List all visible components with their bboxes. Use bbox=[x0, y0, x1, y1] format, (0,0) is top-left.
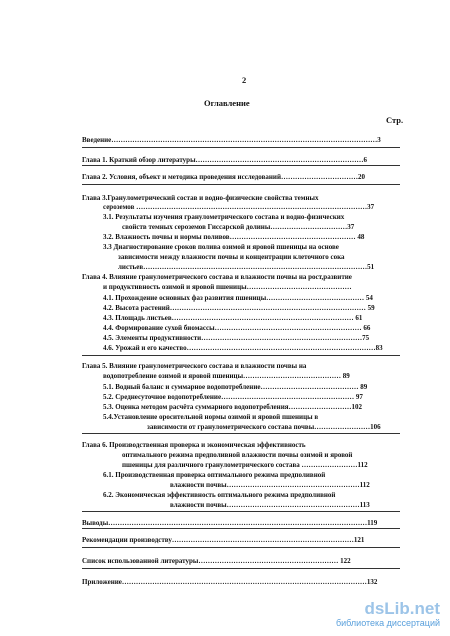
toc-entry: 4.5. Элементы продуктивности……………………………………………………………75 bbox=[103, 334, 370, 342]
toc-entry: свойств темных сероземов Гиссарской долины……………………………37 bbox=[122, 223, 355, 231]
toc-entry: 5.4.Установление оросительной нормы озимой и яровой пшеницы в bbox=[103, 413, 319, 421]
divider bbox=[82, 165, 400, 166]
toc-entry: зависимости от гранулометрического состава почвы……………………106 bbox=[147, 423, 381, 431]
divider bbox=[82, 511, 400, 512]
toc-entry: Глава 2. Условия, объект и методика проведения исследований……………………………20 bbox=[82, 173, 365, 181]
dslib-watermark bbox=[336, 600, 440, 628]
divider bbox=[82, 547, 400, 548]
toc-entry: и продуктивность озимой и яровой пшеницы……………………………………… bbox=[103, 283, 352, 291]
toc-entry: Глава 3.Гранулометрический состав и водно-физические свойства темных bbox=[82, 194, 319, 202]
toc-entry: 5.3. Оценка методом расчёта суммарного водопотребления………………………102 bbox=[103, 403, 363, 411]
toc-entry: 3.1. Результаты изучения гранулометрического состава и водно-физических bbox=[103, 213, 345, 221]
toc-entry: листьев……………………………………………………………………………………51 bbox=[118, 263, 375, 271]
toc-entry: Глава 4. Влияние гранулометрического состава и влажности почвы на рост,развитие bbox=[82, 273, 352, 281]
divider bbox=[82, 147, 400, 148]
toc-entry: Глава 5. Влияние гранулометрического состава и влажности почвы на bbox=[82, 362, 307, 370]
page-number: 2 bbox=[242, 75, 247, 85]
divider bbox=[82, 355, 400, 356]
toc-heading: Оглавление bbox=[204, 98, 250, 108]
toc-entry: 5.1. Водный баланс и суммарное водопотребление…………………………………… 89 bbox=[103, 383, 368, 391]
toc-entry: 4.4. Формирование сухой биомассы……………………………………………………… 66 bbox=[103, 324, 371, 332]
toc-entry: оптимального режима предполивной влажности почвы озимой и яровой bbox=[122, 451, 353, 459]
toc-entry: 4.1. Прохождение основных фаз развития пшеницы…………………………………… 54 bbox=[103, 294, 373, 302]
divider bbox=[82, 184, 400, 185]
divider bbox=[82, 568, 400, 569]
toc-entry: зависимости между влажности почвы и концентрации клеточного сока bbox=[118, 253, 345, 261]
toc-entry: Глава 1. Краткий обзор литературы………………………………………………………………6 bbox=[82, 156, 368, 164]
toc-entry: 6.1. Производственная проверка оптимального режима предполивной bbox=[103, 471, 326, 479]
toc-entry: Введение……………………………………………………………………………………………………3 bbox=[82, 136, 381, 144]
divider bbox=[82, 528, 400, 529]
toc-entry: влажности почвы…………………………………………………112 bbox=[170, 481, 370, 489]
page-column-label: Стр. bbox=[386, 115, 404, 125]
toc-entry: водопотребление озимой и яровой пшеницы…………………………………… 89 bbox=[103, 372, 350, 380]
toc-entry: влажности почвы…………………………………………………113 bbox=[170, 501, 370, 509]
toc-entry: пшеницы для различного гранулометрического состава ……………………112 bbox=[122, 461, 368, 469]
toc-entry: Глава 6. Производственная проверка и экономическая эффективность bbox=[82, 441, 306, 449]
watermark-subtitle: библиотека диссертаций bbox=[335, 618, 440, 628]
toc-entry: сероземов ………………………………………………………………………………………37 bbox=[103, 203, 375, 211]
toc-entry: 5.2. Среднесуточное водопотребление………………………………………………… 97 bbox=[103, 393, 363, 401]
watermark-logo: dsLib.net bbox=[364, 599, 440, 618]
toc-entry: 4.3. Площадь листьев…………………………………………………………………… 61 bbox=[103, 314, 363, 322]
toc-entry: Список использованной литературы…………………………………………………… 122 bbox=[82, 557, 351, 565]
toc-entry: Приложение……………………………………………………………………………………………132 bbox=[82, 578, 378, 586]
divider bbox=[82, 433, 400, 434]
toc-entry: Выводы…………………………………………………………………………………………………119 bbox=[82, 519, 378, 527]
toc-entry: 3.3 Диагностирование сроков полива озимой и яровой пшеницы на основе bbox=[103, 243, 339, 251]
toc-entry: 6.2. Экономическая эффективность оптимального режима предполивной bbox=[103, 491, 336, 499]
toc-entry: Рекомендации производству……………………………………………………………………121 bbox=[82, 536, 365, 544]
toc-entry: 4.2. Высота растений………………………………………………………………………… 59 bbox=[103, 304, 375, 312]
toc-entry: 4.6. Урожай и его качество………………………………………………………………………83 bbox=[103, 344, 383, 352]
toc-entry: 3.2. Влажность почвы и нормы поливов……………………………………………… 48 bbox=[103, 233, 365, 241]
